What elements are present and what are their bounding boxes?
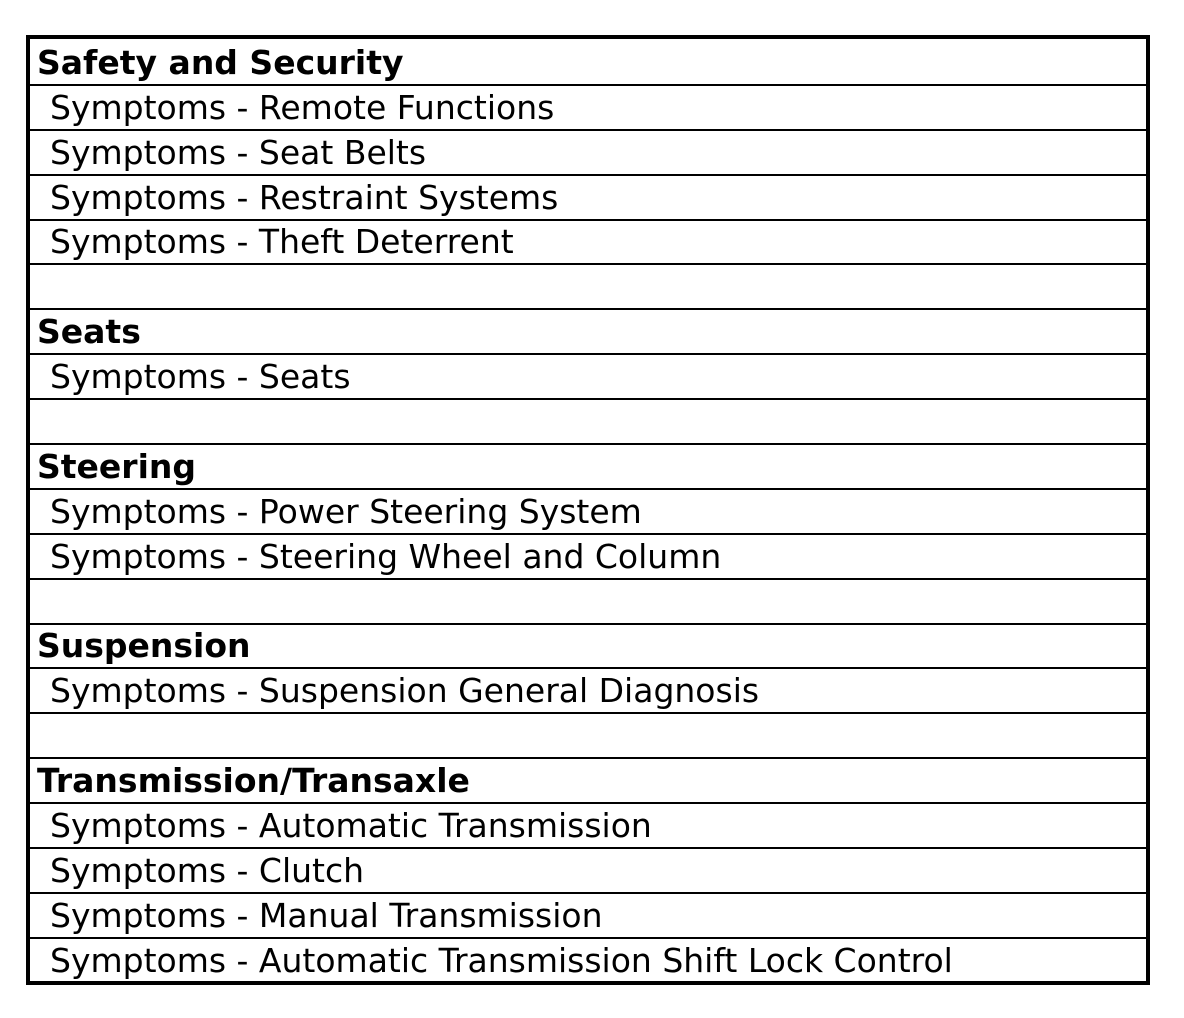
section-header-suspension[interactable]: Suspension (30, 623, 1146, 668)
link-symptoms-theft-deterrent[interactable]: Symptoms - Theft Deterrent (30, 219, 1146, 264)
link-symptoms-suspension-general-diagnosis[interactable]: Symptoms - Suspension General Diagnosis (30, 667, 1146, 712)
link-symptoms-seats[interactable]: Symptoms - Seats (30, 353, 1146, 398)
link-symptoms-automatic-transmission-shift-lock-control[interactable]: Symptoms - Automatic Transmission Shift Lock Control (30, 937, 1146, 982)
link-symptoms-automatic-transmission[interactable]: Symptoms - Automatic Transmission (30, 802, 1146, 847)
blank-row (30, 712, 1146, 757)
link-symptoms-power-steering-system[interactable]: Symptoms - Power Steering System (30, 488, 1146, 533)
symptoms-table (26, 35, 1150, 985)
link-symptoms-restraint-systems[interactable]: Symptoms - Restraint Systems (30, 174, 1146, 219)
blank-row (30, 398, 1146, 443)
link-symptoms-manual-transmission[interactable]: Symptoms - Manual Transmission (30, 892, 1146, 937)
section-header-seats[interactable]: Seats (30, 308, 1146, 353)
link-symptoms-seat-belts[interactable]: Symptoms - Seat Belts (30, 129, 1146, 174)
blank-row (30, 578, 1146, 623)
link-symptoms-clutch[interactable]: Symptoms - Clutch (30, 847, 1146, 892)
section-header-steering[interactable]: Steering (30, 443, 1146, 488)
link-symptoms-remote-functions[interactable]: Symptoms - Remote Functions (30, 84, 1146, 129)
section-header-safety-and-security[interactable]: Safety and Security (37, 42, 404, 82)
link-symptoms-steering-wheel-and-column[interactable]: Symptoms - Steering Wheel and Column (30, 533, 1146, 578)
blank-row (30, 263, 1146, 308)
section-header-transmission-transaxle[interactable]: Transmission/Transaxle (30, 757, 1146, 802)
